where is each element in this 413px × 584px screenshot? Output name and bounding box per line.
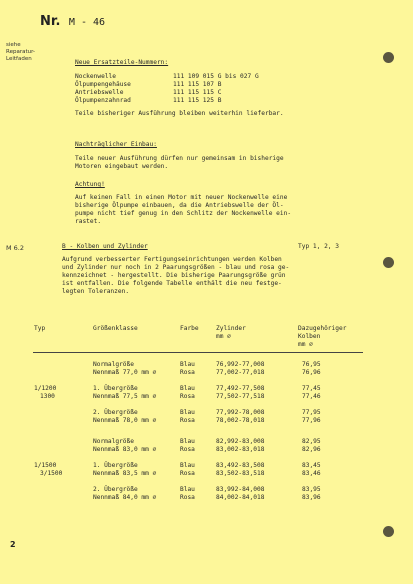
size-class-cell: Nennmaß 77,0 mm ∅: [93, 369, 157, 376]
pistons-line: legten Toleranzen.: [62, 288, 130, 295]
pistons-types: Typ 1, 2, 3: [298, 243, 339, 250]
side-note-line: Leitfaden: [6, 56, 32, 62]
color-cell: Blau: [180, 409, 195, 416]
color-cell: Rosa: [180, 417, 195, 424]
piston-cell: 83,46: [302, 470, 321, 477]
cylinder-cell: 83,992-84,008: [216, 486, 265, 493]
retrofit-line: Teile neuer Ausführung dürfen nur gemeinsam in bisherige: [75, 155, 284, 162]
size-class-cell: Normalgröße: [93, 438, 134, 445]
typ-cell: 1300: [40, 393, 55, 400]
caution-line: Auf keinen Fall in einen Motor mit neuer Nockenwelle eine: [75, 194, 288, 201]
number-value: M - 46: [68, 17, 106, 28]
color-cell: Rosa: [180, 470, 195, 477]
pistons-heading: B - Kolben und Zylinder: [62, 243, 148, 250]
punch-hole-icon: [383, 526, 394, 537]
section-marker: M 6.2: [6, 244, 25, 252]
document-number: [40, 14, 105, 29]
color-cell: Blau: [180, 462, 195, 469]
color-cell: Blau: [180, 486, 195, 493]
side-note-line: siehe: [6, 42, 21, 48]
punch-hole-icon: [383, 52, 394, 63]
part-number: 111 115 115 C: [173, 89, 222, 96]
table-header-piston-unit: mm ∅: [298, 341, 313, 348]
part-name: Ölpumpenzahnrad: [75, 97, 131, 104]
piston-cell: 83,45: [302, 462, 321, 469]
size-class-cell: 1. Übergröße: [93, 462, 138, 469]
part-name: Antriebswelle: [75, 89, 124, 96]
piston-cell: 77,45: [302, 385, 321, 392]
color-cell: Blau: [180, 385, 195, 392]
page-number: 2: [10, 540, 16, 549]
piston-cell: 76,96: [302, 369, 321, 376]
table-header-cylinder: Zylinder: [216, 325, 246, 332]
piston-cell: 83,95: [302, 486, 321, 493]
piston-cell: 82,95: [302, 438, 321, 445]
color-cell: Blau: [180, 438, 195, 445]
side-note-line: Reparatur-: [6, 49, 35, 55]
pistons-line: kennzeichnet - hergestellt. Die bisherige Paarungsgröße grün: [62, 272, 286, 279]
size-class-cell: Normalgröße: [93, 361, 134, 368]
size-class-cell: 1. Übergröße: [93, 385, 138, 392]
cylinder-cell: 76,992-77,008: [216, 361, 265, 368]
caution-heading: Achtung!: [75, 181, 105, 188]
pistons-line: ist entfallen. Die folgende Tabelle enthält die neu festge-: [62, 280, 282, 287]
number-label: Nr.: [40, 14, 61, 29]
color-cell: Rosa: [180, 494, 195, 501]
part-number: 111 109 015 G bis 027 G: [173, 73, 259, 80]
cylinder-cell: 82,992-83,008: [216, 438, 265, 445]
cylinder-cell: 83,502-83,518: [216, 470, 265, 477]
part-number: 111 115 125 B: [173, 97, 222, 104]
part-number: 111 115 107 B: [173, 81, 222, 88]
spare-parts-note: Teile bisheriger Ausführung bleiben weiterhin lieferbar.: [75, 110, 284, 117]
color-cell: Rosa: [180, 369, 195, 376]
piston-cell: 76,95: [302, 361, 321, 368]
typ-cell: 1/1500: [34, 462, 57, 469]
cylinder-cell: 77,992-78,008: [216, 409, 265, 416]
table-header-size: Größenklasse: [93, 325, 138, 332]
typ-cell: 1/1200: [34, 385, 57, 392]
cylinder-cell: 84,002-84,018: [216, 494, 265, 501]
retrofit-line: Motoren eingebaut werden.: [75, 163, 169, 170]
pistons-line: und Zylinder nur noch in 2 Paarungsgrößen - blau und rosa ge-: [62, 264, 290, 271]
color-cell: Rosa: [180, 446, 195, 453]
size-class-cell: 2. Übergröße: [93, 486, 138, 493]
cylinder-cell: 77,502-77,518: [216, 393, 265, 400]
piston-cell: 77,46: [302, 393, 321, 400]
piston-cell: 77,96: [302, 417, 321, 424]
size-class-cell: Nennmaß 78,0 mm ∅: [93, 417, 157, 424]
table-header-cylinder-unit: mm ∅: [216, 333, 231, 340]
table-header-piston: Dazugehöriger: [298, 325, 347, 332]
size-class-cell: Nennmaß 77,5 mm ∅: [93, 393, 157, 400]
cylinder-cell: 83,002-83,018: [216, 446, 265, 453]
size-class-cell: Nennmaß 83,5 mm ∅: [93, 470, 157, 477]
piston-cell: 82,96: [302, 446, 321, 453]
table-header-rule: [33, 352, 363, 353]
piston-cell: 83,96: [302, 494, 321, 501]
table-header-typ: Typ: [34, 325, 46, 332]
part-name: Nockenwelle: [75, 73, 116, 80]
size-class-cell: Nennmaß 84,0 mm ∅: [93, 494, 157, 501]
size-class-cell: 2. Übergröße: [93, 409, 138, 416]
part-name: Ölpumpengehäuse: [75, 81, 131, 88]
caution-line: rastet.: [75, 218, 102, 225]
side-note: [6, 42, 35, 63]
cylinder-cell: 78,002-78,018: [216, 417, 265, 424]
size-class-cell: Nennmaß 83,0 mm ∅: [93, 446, 157, 453]
cylinder-cell: 77,002-77,018: [216, 369, 265, 376]
piston-cell: 77,95: [302, 409, 321, 416]
pistons-line: Aufgrund verbesserter Fertigungseinrichtungen werden Kolben: [62, 256, 282, 263]
spare-parts-heading: Neue Ersatzteile-Nummern:: [75, 59, 169, 66]
color-cell: Blau: [180, 361, 195, 368]
caution-line: pumpe nicht tief genug in den Schlitz der Nockenwelle ein-: [75, 210, 292, 217]
cylinder-cell: 77,492-77,508: [216, 385, 265, 392]
retrofit-heading: Nachträglicher Einbau:: [75, 141, 157, 148]
punch-hole-icon: [383, 257, 394, 268]
table-header-color: Farbe: [180, 325, 199, 332]
typ-cell: 3/1500: [40, 470, 63, 477]
color-cell: Rosa: [180, 393, 195, 400]
table-header-piston-label: Kolben: [298, 333, 321, 340]
caution-line: bisherige Ölpumpe einbauen, da die Antriebswelle der Öl-: [75, 202, 284, 209]
cylinder-cell: 83,492-83,508: [216, 462, 265, 469]
